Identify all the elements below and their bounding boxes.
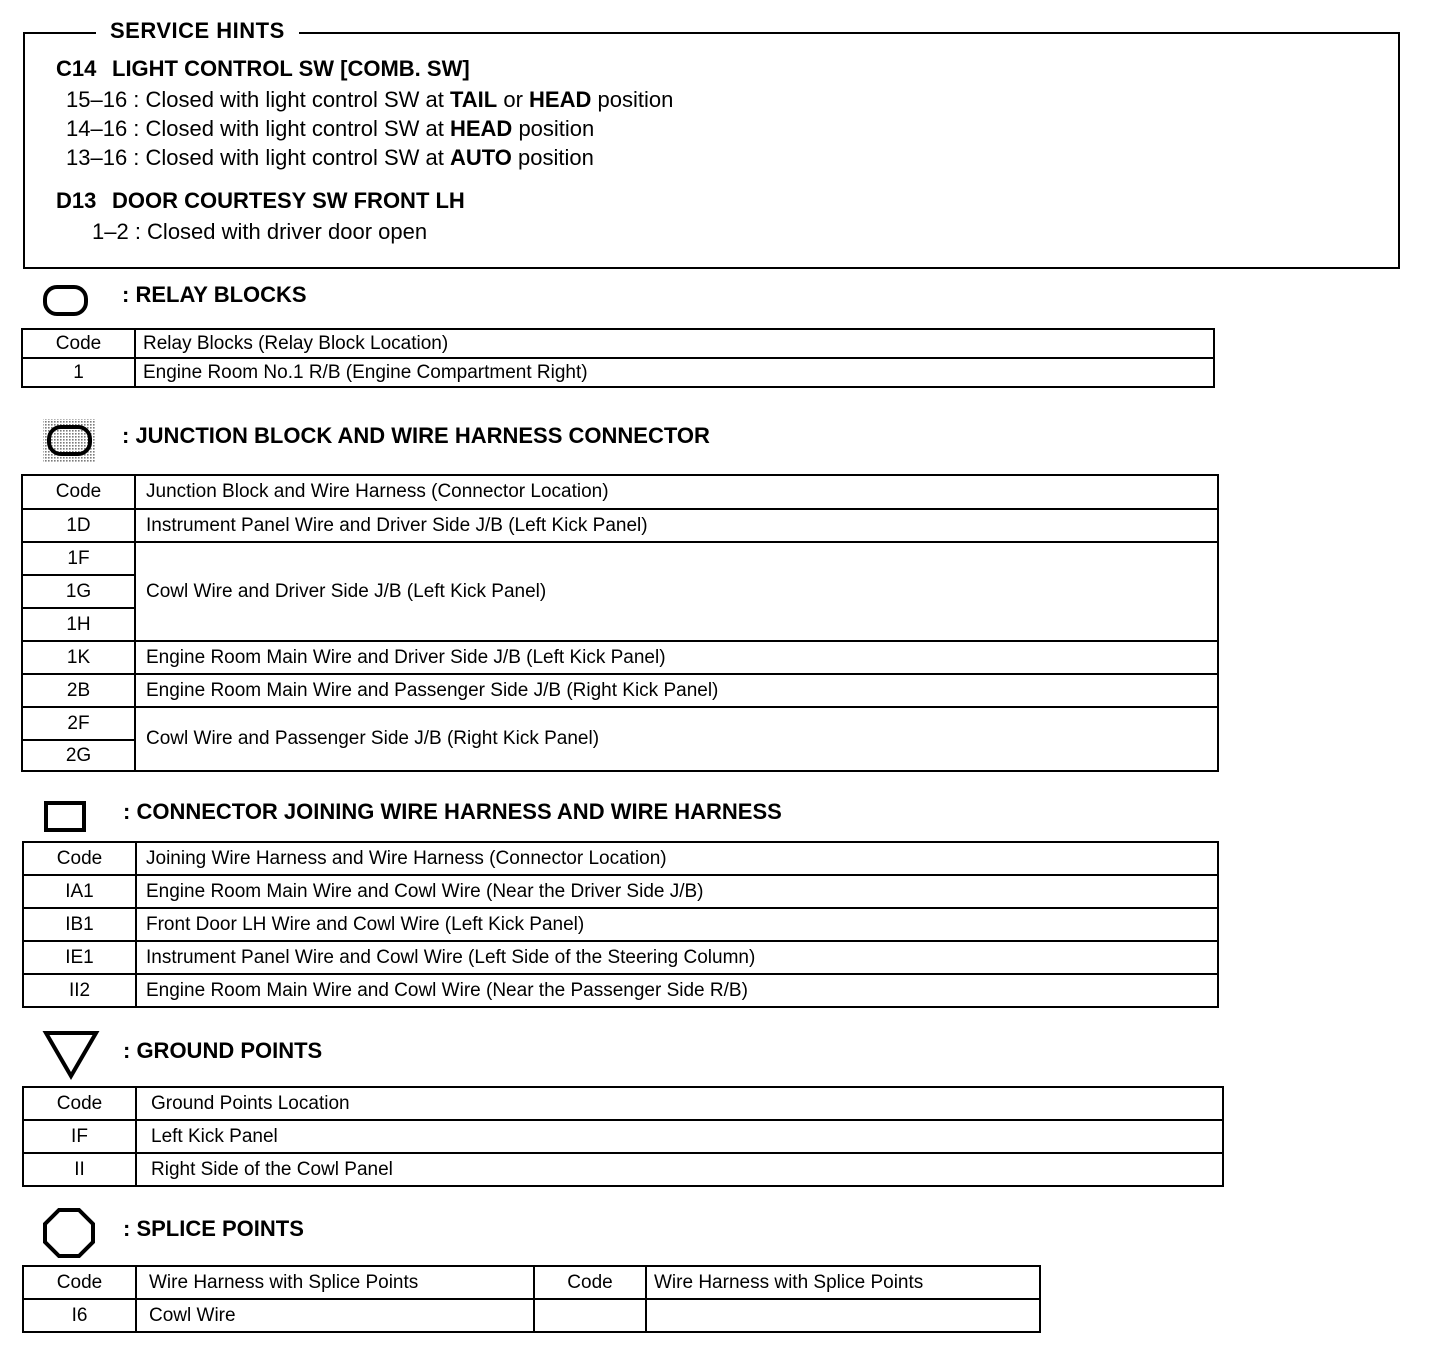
c14-heading xyxy=(56,56,470,82)
hint-pins: 15–16 xyxy=(66,87,128,112)
table-header-row xyxy=(23,842,1218,875)
hint-position: HEAD xyxy=(529,87,592,112)
c14-hint-line-1 xyxy=(66,87,673,113)
code-cell: 2B xyxy=(22,674,135,707)
code-cell: II xyxy=(23,1153,136,1186)
code-cell: 1F xyxy=(22,542,135,575)
service-hints-title: SERVICE HINTS xyxy=(96,18,299,44)
d13-hint-line: 1–2 : Closed with driver door open xyxy=(92,219,428,244)
code-cell: IB1 xyxy=(23,908,136,941)
connector-title: : CONNECTOR JOINING WIRE HARNESS AND WIRE HARNESS xyxy=(123,799,782,824)
desc-cell: Cowl Wire and Driver Side J/B (Left Kick Panel) xyxy=(135,542,1218,641)
connector-table xyxy=(22,841,1219,1008)
code-cell: IE1 xyxy=(23,941,136,974)
desc-cell xyxy=(646,1299,1040,1332)
code-cell: IA1 xyxy=(23,875,136,908)
table-header-row xyxy=(22,475,1218,509)
relay-blocks-table xyxy=(21,328,1215,388)
header-cell: Code xyxy=(22,329,135,358)
desc-cell: Left Kick Panel xyxy=(136,1120,1223,1153)
c14-hint-line-2 xyxy=(66,116,594,142)
header-cell: Code xyxy=(23,1087,136,1120)
code-cell: 1 xyxy=(22,358,135,387)
junction-block-symbol-icon xyxy=(42,418,96,464)
desc-cell: Instrument Panel Wire and Cowl Wire (Left Side of the Steering Column) xyxy=(136,941,1218,974)
table-header-row xyxy=(23,1087,1223,1120)
hint-text: position xyxy=(511,145,594,170)
header-cell: Wire Harness with Splice Points xyxy=(646,1266,1040,1299)
junction-block-title: : JUNCTION BLOCK AND WIRE HARNESS CONNECTOR xyxy=(122,423,710,448)
header-cell: Code xyxy=(534,1266,646,1299)
header-cell: Junction Block and Wire Harness (Connector Location) xyxy=(135,475,1218,509)
header-cell: Ground Points Location xyxy=(136,1087,1223,1120)
ground-points-title: : GROUND POINTS xyxy=(123,1038,323,1063)
desc-cell: Engine Room No.1 R/B (Engine Compartment Right) xyxy=(135,358,1214,387)
hint-text: : Closed with light control SW at xyxy=(127,116,450,141)
header-cell: Wire Harness with Splice Points xyxy=(136,1266,534,1299)
table-row xyxy=(23,1299,1040,1332)
c14-name: LIGHT CONTROL SW [COMB. SW] xyxy=(112,56,470,81)
code-cell: II2 xyxy=(23,974,136,1007)
table-row xyxy=(23,875,1218,908)
table-row xyxy=(23,1120,1223,1153)
code-cell: 1H xyxy=(22,608,135,641)
hint-pins: 14–16 xyxy=(66,116,128,141)
code-cell: IF xyxy=(23,1120,136,1153)
table-row xyxy=(23,908,1218,941)
hint-text: or xyxy=(497,87,530,112)
code-cell: 1K xyxy=(22,641,135,674)
hint-position: HEAD xyxy=(449,116,513,141)
c14-hint-line-3 xyxy=(66,145,594,171)
header-cell: Code xyxy=(22,475,135,509)
splice-points-title: : SPLICE POINTS xyxy=(123,1216,304,1241)
relay-block-symbol-icon xyxy=(42,284,90,318)
desc-cell: Engine Room Main Wire and Cowl Wire (Near the Driver Side J/B) xyxy=(136,875,1218,908)
table-header-row xyxy=(22,329,1214,358)
c14-code: C14 xyxy=(56,56,97,81)
table-row xyxy=(22,358,1214,387)
code-cell xyxy=(534,1299,646,1332)
desc-cell: Engine Room Main Wire and Driver Side J/B (Left Kick Panel) xyxy=(135,641,1218,674)
table-row xyxy=(22,674,1218,707)
hint-text: position xyxy=(591,87,674,112)
d13-name: DOOR COURTESY SW FRONT LH xyxy=(112,188,465,213)
desc-cell: Right Side of the Cowl Panel xyxy=(136,1153,1223,1186)
connector-symbol-icon xyxy=(43,800,88,834)
header-cell: Joining Wire Harness and Wire Harness (Connector Location) xyxy=(136,842,1218,875)
table-row xyxy=(22,707,1218,740)
d13-heading xyxy=(56,188,465,214)
splice-point-symbol-icon xyxy=(42,1207,96,1259)
junction-block-table xyxy=(21,474,1219,772)
splice-points-table xyxy=(22,1265,1041,1333)
hint-text: position xyxy=(512,116,595,141)
desc-cell: Engine Room Main Wire and Passenger Side J/B (Right Kick Panel) xyxy=(135,674,1218,707)
code-cell: 1D xyxy=(22,509,135,542)
desc-cell: Front Door LH Wire and Cowl Wire (Left Kick Panel) xyxy=(136,908,1218,941)
table-row xyxy=(23,941,1218,974)
code-cell: 1G xyxy=(22,575,135,608)
header-cell: Code xyxy=(23,842,136,875)
code-cell: 2F xyxy=(22,707,135,740)
table-row xyxy=(23,974,1218,1007)
hint-pins: 13–16 xyxy=(66,145,128,170)
desc-cell: Cowl Wire and Passenger Side J/B (Right Kick Panel) xyxy=(135,707,1218,771)
table-row xyxy=(22,509,1218,542)
table-row xyxy=(22,641,1218,674)
ground-point-symbol-icon xyxy=(42,1030,100,1080)
header-cell: Code xyxy=(23,1266,136,1299)
hint-text: : Closed with light control SW at xyxy=(127,87,450,112)
desc-cell: Cowl Wire xyxy=(136,1299,534,1332)
header-cell: Relay Blocks (Relay Block Location) xyxy=(135,329,1214,358)
d13-code: D13 xyxy=(56,188,97,213)
hint-position: AUTO xyxy=(449,145,512,170)
desc-cell: Instrument Panel Wire and Driver Side J/B (Left Kick Panel) xyxy=(135,509,1218,542)
table-header-row xyxy=(23,1266,1040,1299)
table-row xyxy=(22,542,1218,575)
table-row xyxy=(23,1153,1223,1186)
code-cell: I6 xyxy=(23,1299,136,1332)
code-cell: 2G xyxy=(22,740,135,771)
ground-points-table xyxy=(22,1086,1224,1187)
desc-cell: Engine Room Main Wire and Cowl Wire (Near the Passenger Side R/B) xyxy=(136,974,1218,1007)
relay-blocks-title: : RELAY BLOCKS xyxy=(122,282,307,307)
hint-text: : Closed with light control SW at xyxy=(127,145,450,170)
hint-position: TAIL xyxy=(449,87,498,112)
